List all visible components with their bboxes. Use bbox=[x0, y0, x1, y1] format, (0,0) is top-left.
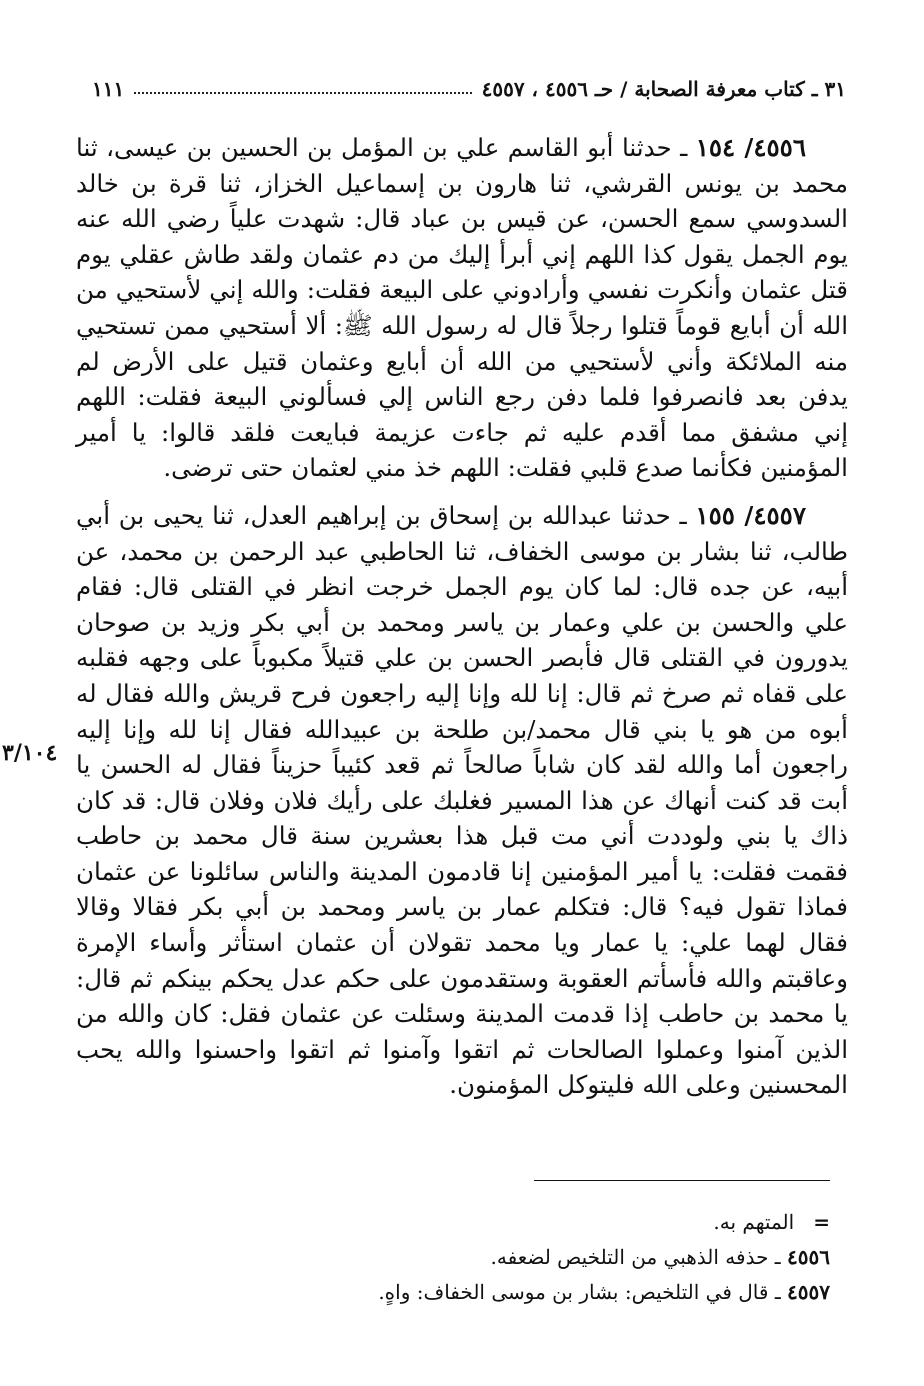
running-header bbox=[92, 72, 846, 106]
hadith-number: ٤٥٥٦/ ١٥٤ bbox=[695, 133, 806, 162]
footnote-number: ٤٥٥٧ bbox=[787, 1280, 830, 1304]
hadith-paragraph bbox=[76, 130, 848, 486]
footnote-text: ـ حذفه الذهبي من التلخيص لضعفه. bbox=[490, 1245, 781, 1269]
footnote-text: المتهم به. bbox=[713, 1210, 795, 1234]
main-text bbox=[76, 130, 848, 1103]
hadith-text: ـ حدثنا عبدالله بن إسحاق بن إبراهيم العدل، ثنا يحيى بن أبي طالب، ثنا بشار بن موسى الخفاف، ثنا الحاطبي عبد الرحمن بن محمد، عن أبيه، عن جده قال: لما كان يوم الجمل خرجت انظر في القتلى قال: فقام علي والحسن بن علي وعمار بن ياسر ومحمد بن أبي بكر وزيد بن صوحان يدورون في القتلى قال فأبصر الحسن بن علي قتيلاً مكبوباً على وجهه فقلبه على قفاه ثم صرخ ثم قال: إنا لله وإنا إليه راجعون فرح قريش والله فقال له أبوه من هو يا بني قال محمد/بن طلحة بن عبيدالله فقال إنا لله وإنا إليه راجعون أما والله لقد كان شاباً صالحاً ثم قعد كئيباً حزيناً فقال له الحسن يا أبت قد كنت أنهاك عن هذا المسير فغلبك على رأيك فلان وفلان قال: قد كان ذاك يا بني ولوددت أني مت قبل هذا بعشرين سنة قال محمد بن حاطب فقمت فقلت: يا أمير المؤمنين إنا قادمون المدينة والناس سائلونا عن عثمان فماذا تقول فيه؟ قال: فتكلم عمار بن ياسر ومحمد بن أبي بكر فقالا وقالا فقال لهما علي: يا عمار ويا محمد تقولان أن عثمان استأثر وأساء الإمرة وعاقبتم والله فأسأتم العقوبة وستقدمون على حكم عدل يحكم بينكم ثم قال: يا محمد بن حاطب إذا قدمت المدينة وسئلت عن عثمان فقل: كان والله من الذين آمنوا وعملوا الصالحات ثم اتقوا وآمنوا ثم اتقوا واحسنوا والله يحب المحسنين وعلى الله فليتوكل المؤمنون. bbox=[76, 500, 849, 1100]
hadith-paragraph bbox=[76, 498, 848, 1103]
footnote-divider bbox=[534, 1180, 830, 1181]
hadith-text: ـ حدثنا أبو القاسم علي بن المؤمل بن الحسين بن عيسى، ثنا محمد بن يونس القرشي، ثنا هارون بن إسماعيل الخزاز، ثنا قرة بن خالد السدوسي سمع الحسن، عن قيس بن عباد قال: شهدت علياً رضي الله عنه يوم الجمل يقول كذا اللهم إني أبرأ إليك من دم عثمان ولقد طاش عقلي يوم قتل عثمان وأنكرت نفسي وأرادوني على البيعة فقلت: والله إني لأستحيي من الله أن أبايع قوماً قتلوا رجلاً قال له رسول الله ﷺ: ألا أستحيي ممن تستحيي منه الملائكة وأني لأستحيي من الله أن أبايع وعثمان قتيل على الأرض لم يدفن بعد فانصرفوا فلما دفن رجع الناس إلي فسألوني البيعة فقلت: اللهم إني مشفق مما أقدم عليه ثم جاءت عزيمة فبايعت فلقد قالوا: يا أمير المؤمنين فكأنما صدع قلبي فقلت: اللهم خذ مني لعثمان حتى ترضى. bbox=[76, 133, 848, 483]
header-title: ٣١ ـ كتاب معرفة الصحابة / حـ ٤٥٥٦ ، ٤٥٥٧ bbox=[481, 77, 846, 101]
footnote-number: = bbox=[813, 1210, 830, 1234]
margin-reference: ٣/١٠٤ bbox=[2, 740, 58, 766]
footnote-number: ٤٥٥٦ bbox=[787, 1245, 830, 1269]
footnotes bbox=[120, 1206, 830, 1311]
page-number: ١١١ bbox=[92, 77, 125, 101]
footnote-text: ـ قال في التلخيص: بشار بن موسى الخفاف: واهٍ. bbox=[378, 1280, 781, 1304]
footnote bbox=[120, 1276, 830, 1308]
footnote bbox=[120, 1241, 830, 1273]
footnote bbox=[120, 1206, 830, 1238]
hadith-number: ٤٥٥٧/ ١٥٥ bbox=[695, 500, 806, 530]
header-dot-leader bbox=[134, 84, 471, 94]
